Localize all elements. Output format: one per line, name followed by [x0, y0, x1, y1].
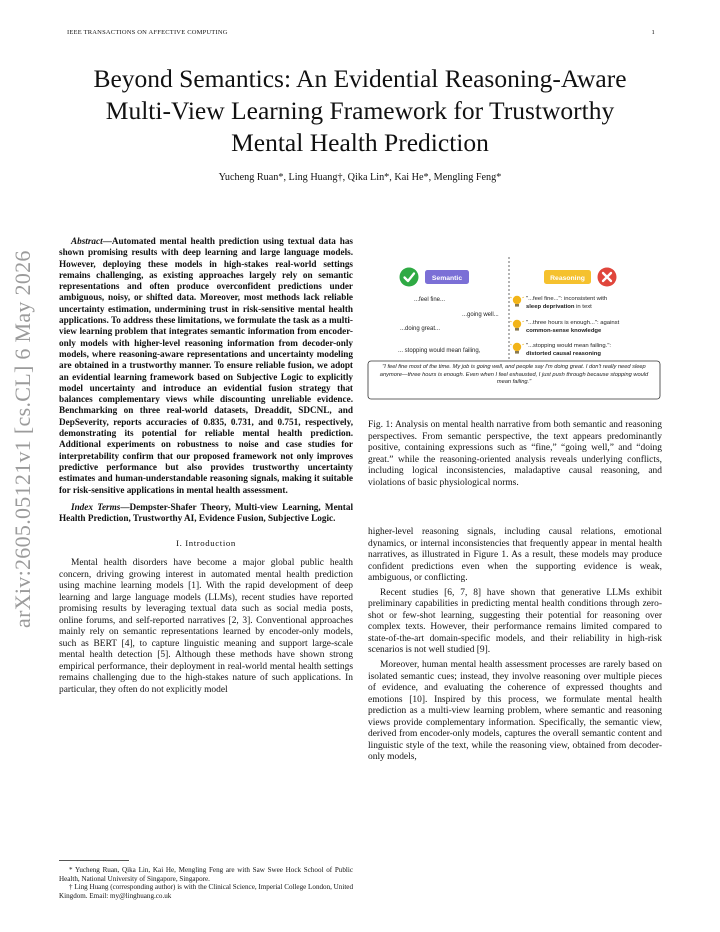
- footnote-affiliation-2: † Ling Huang (corresponding author) is with the Clinical Science, Imperial College London, United Kingdom. Email: my@linghuang.co.uk: [59, 883, 353, 900]
- reasoning-item: [510, 343, 611, 357]
- figure-1: [366, 247, 662, 403]
- semantic-snippet: ...going well...: [462, 312, 499, 318]
- index-terms: [59, 502, 353, 525]
- abstract-text: —Automated mental health prediction using textual data has shown promising results with deep learning and large language models. However, deploying these models in high-stakes real-world settings remains challenging, as existing approaches largely rely on semantic representations and often produce overconfident predictions under ambiguous, noisy, or shifted data. Moreover, most methods lack reliable uncertainty estimation, undermining trust in risk-sensitive mental health applications. To address these limitations, we formulate the task as a multi-view learning problem that integrates semantic information from encoder-only models with higher-level reasoning information from decoder-only models, where reasoning-aware representations and uncertainty modeling are obtained in a trustworthy manner. To ensure reliable fusion, we adopt an evidential learning framework based on Subjective Logic to explicitly model uncertainty and introduce an evidential fusion strategy that balances complementary views while discounting unreliable evidence. Benchmarking on three real-world datasets, Dreaddit, SDCNL, and DepSeverity, reports accuracies of 0.835, 0.731, and 0.751, respectively, demonstrating its potential for reliable mental health prediction. Additional experiments on robustness to noise and case studies for interpretability confirm that our proposed framework not only improves predictive performance but also provides trustworthy uncertainty estimates and human-understandable reasoning signals, making it suitable for risk-sensitive applications in mental health assessment.: [59, 236, 353, 495]
- body-paragraph: Moreover, human mental health assessment processes are rarely based on isolated semantic cues; instead, they involve reasoning over multiple pieces of evidence, and evaluating the coherence of expressed thoughts and emotions [10]. Inspired by this process, we formulate mental health prediction as a multi-view learning problem, where semantic and reasoning views provide complementary information. Specifically, the semantic view, derived from encoder-only models, captures the overall semantic content and linguistic style of the text, while the reasoning view, obtained from decoder-only models,: [368, 660, 662, 763]
- paper-title: [60, 63, 660, 159]
- lightbulb-icon: [510, 343, 524, 354]
- title-line: Multi-View Learning Framework for Trustworthy: [105, 96, 615, 125]
- semantic-label: Semantic: [431, 275, 463, 282]
- page-number: 1: [651, 29, 655, 36]
- reasoning-item: [510, 296, 607, 310]
- lightbulb-icon: [510, 296, 524, 307]
- lightbulb-icon: [510, 320, 524, 331]
- left-column: [59, 236, 353, 697]
- narrative-text: "I feel fine most of the time. My job is going well, and people say I'm doing great. I don't really need sleep anymore—three hours is enough. Even when I feel exhausted, I just push through because stopping would mean failing.": [379, 364, 649, 386]
- semantic-snippet: ...feel fine...: [414, 297, 446, 303]
- figure-caption: [368, 420, 662, 489]
- semantic-snippet: ...doing great...: [400, 326, 441, 332]
- abstract: [59, 236, 353, 496]
- right-column: [368, 527, 662, 764]
- reasoning-label: Reasoning: [550, 275, 585, 282]
- title-line: Mental Health Prediction: [231, 128, 489, 157]
- journal-name: IEEE TRANSACTIONS ON AFFECTIVE COMPUTING: [67, 29, 228, 36]
- author-list: Yucheng Ruan*, Ling Huang†, Qika Lin*, Kai He*, Mengling Feng*: [218, 172, 502, 183]
- reasoning-badge: [544, 270, 591, 284]
- reasoning-highlight: sleep deprivation: [526, 304, 575, 310]
- section-heading-introduction: I. Introduction: [176, 538, 236, 549]
- footnotes: [59, 866, 353, 900]
- index-terms-text: —Dempster-Shafer Theory, Multi-view Learning, Mental Health Prediction, Trustworthy AI, Evidence Fusion, Subjective Logic.: [59, 501, 354, 524]
- index-terms-label: Index Terms: [71, 501, 121, 512]
- semantic-badge: [425, 270, 469, 284]
- body-paragraph: higher-level reasoning signals, including causal relations, emotional dynamics, or internal inconsistencies that frequently appear in mental health narratives, as illustrated in Figure 1. As a result, these models may produce confident predictions even when the supporting evidence is weak, ambiguous, or conflicting.: [368, 527, 662, 584]
- intro-paragraph: Mental health disorders have become a major global public health concern, driving growing interest in automated mental health prediction using machine learning models [1]. With the rapid development of deep learning and large language models (LLMs), recent studies have reported promising results by leveraging textual data such as social media posts, online forums, and self-reported narratives [2, 3]. Conventional approaches mainly rely on semantic representations learned by encoder-only models, such as BERT [4], to capture linguistic meaning and support large-scale mental health detection [5]. Although these methods have shown strong empirical performance, their deployment in real-world mental health settings remains challenging due to the high-stakes nature of such applications. In particular, they often do not explicitly model: [59, 557, 353, 695]
- reasoning-rest: in text: [574, 304, 592, 310]
- cross-icon: [598, 268, 617, 287]
- title-line: Beyond Semantics: An Evidential Reasoning-Aware: [93, 64, 627, 93]
- footnote-affiliation-1: * Yucheng Ruan, Qika Lin, Kai He, Mengling Feng are with Saw Swee Hock School of Public Health, National University of Singapore, Singapore.: [59, 866, 353, 883]
- reasoning-quote: "...three hours is enough...": against: [526, 320, 620, 326]
- body-paragraph: Recent studies [6, 7, 8] have shown that generative LLMs exhibit preliminary capabilities in predicting mental health conditions through zero-shot or few-shot learning, suggesting their potential for reasoning over complex texts. However, their performance remains limited compared to state-of-the-art domain-specific models, and their reliability in high-risk scenarios is not well studied [9].: [368, 587, 662, 656]
- footnote-rule: [59, 860, 129, 861]
- reasoning-item: [510, 320, 620, 334]
- caption-label: Fig. 1:: [368, 420, 393, 430]
- abstract-label: Abstract: [71, 236, 103, 246]
- check-icon: [400, 268, 419, 287]
- svg-text:sleep deprivation in text: [526, 304, 592, 310]
- caption-text: Analysis on mental health narrative from both semantic and reasoning perspectives. From semantic perspective, the text appears predominantly positive, containing expressions such as “fine,” “going well,” and “doing great.” while the reasoning-oriented analysis reveals underlying conflicts, including logical inconsistencies, maladaptive causal reasoning, and violations of basic physiological norms.: [368, 420, 662, 488]
- running-header: [67, 29, 655, 36]
- reasoning-quote: "...feel fine...": inconsistent with: [526, 296, 608, 302]
- arxiv-stamp[interactable]: arXiv:2605.05121v1 [cs.CL] 6 May 2026: [10, 250, 35, 628]
- reasoning-highlight: distorted causal reasoning: [526, 351, 601, 357]
- semantic-snippet: ... stopping would mean failing,: [398, 348, 481, 354]
- reasoning-highlight: common-sense knowledge: [526, 328, 602, 334]
- reasoning-quote: "...stopping would mean failing.":: [526, 343, 612, 349]
